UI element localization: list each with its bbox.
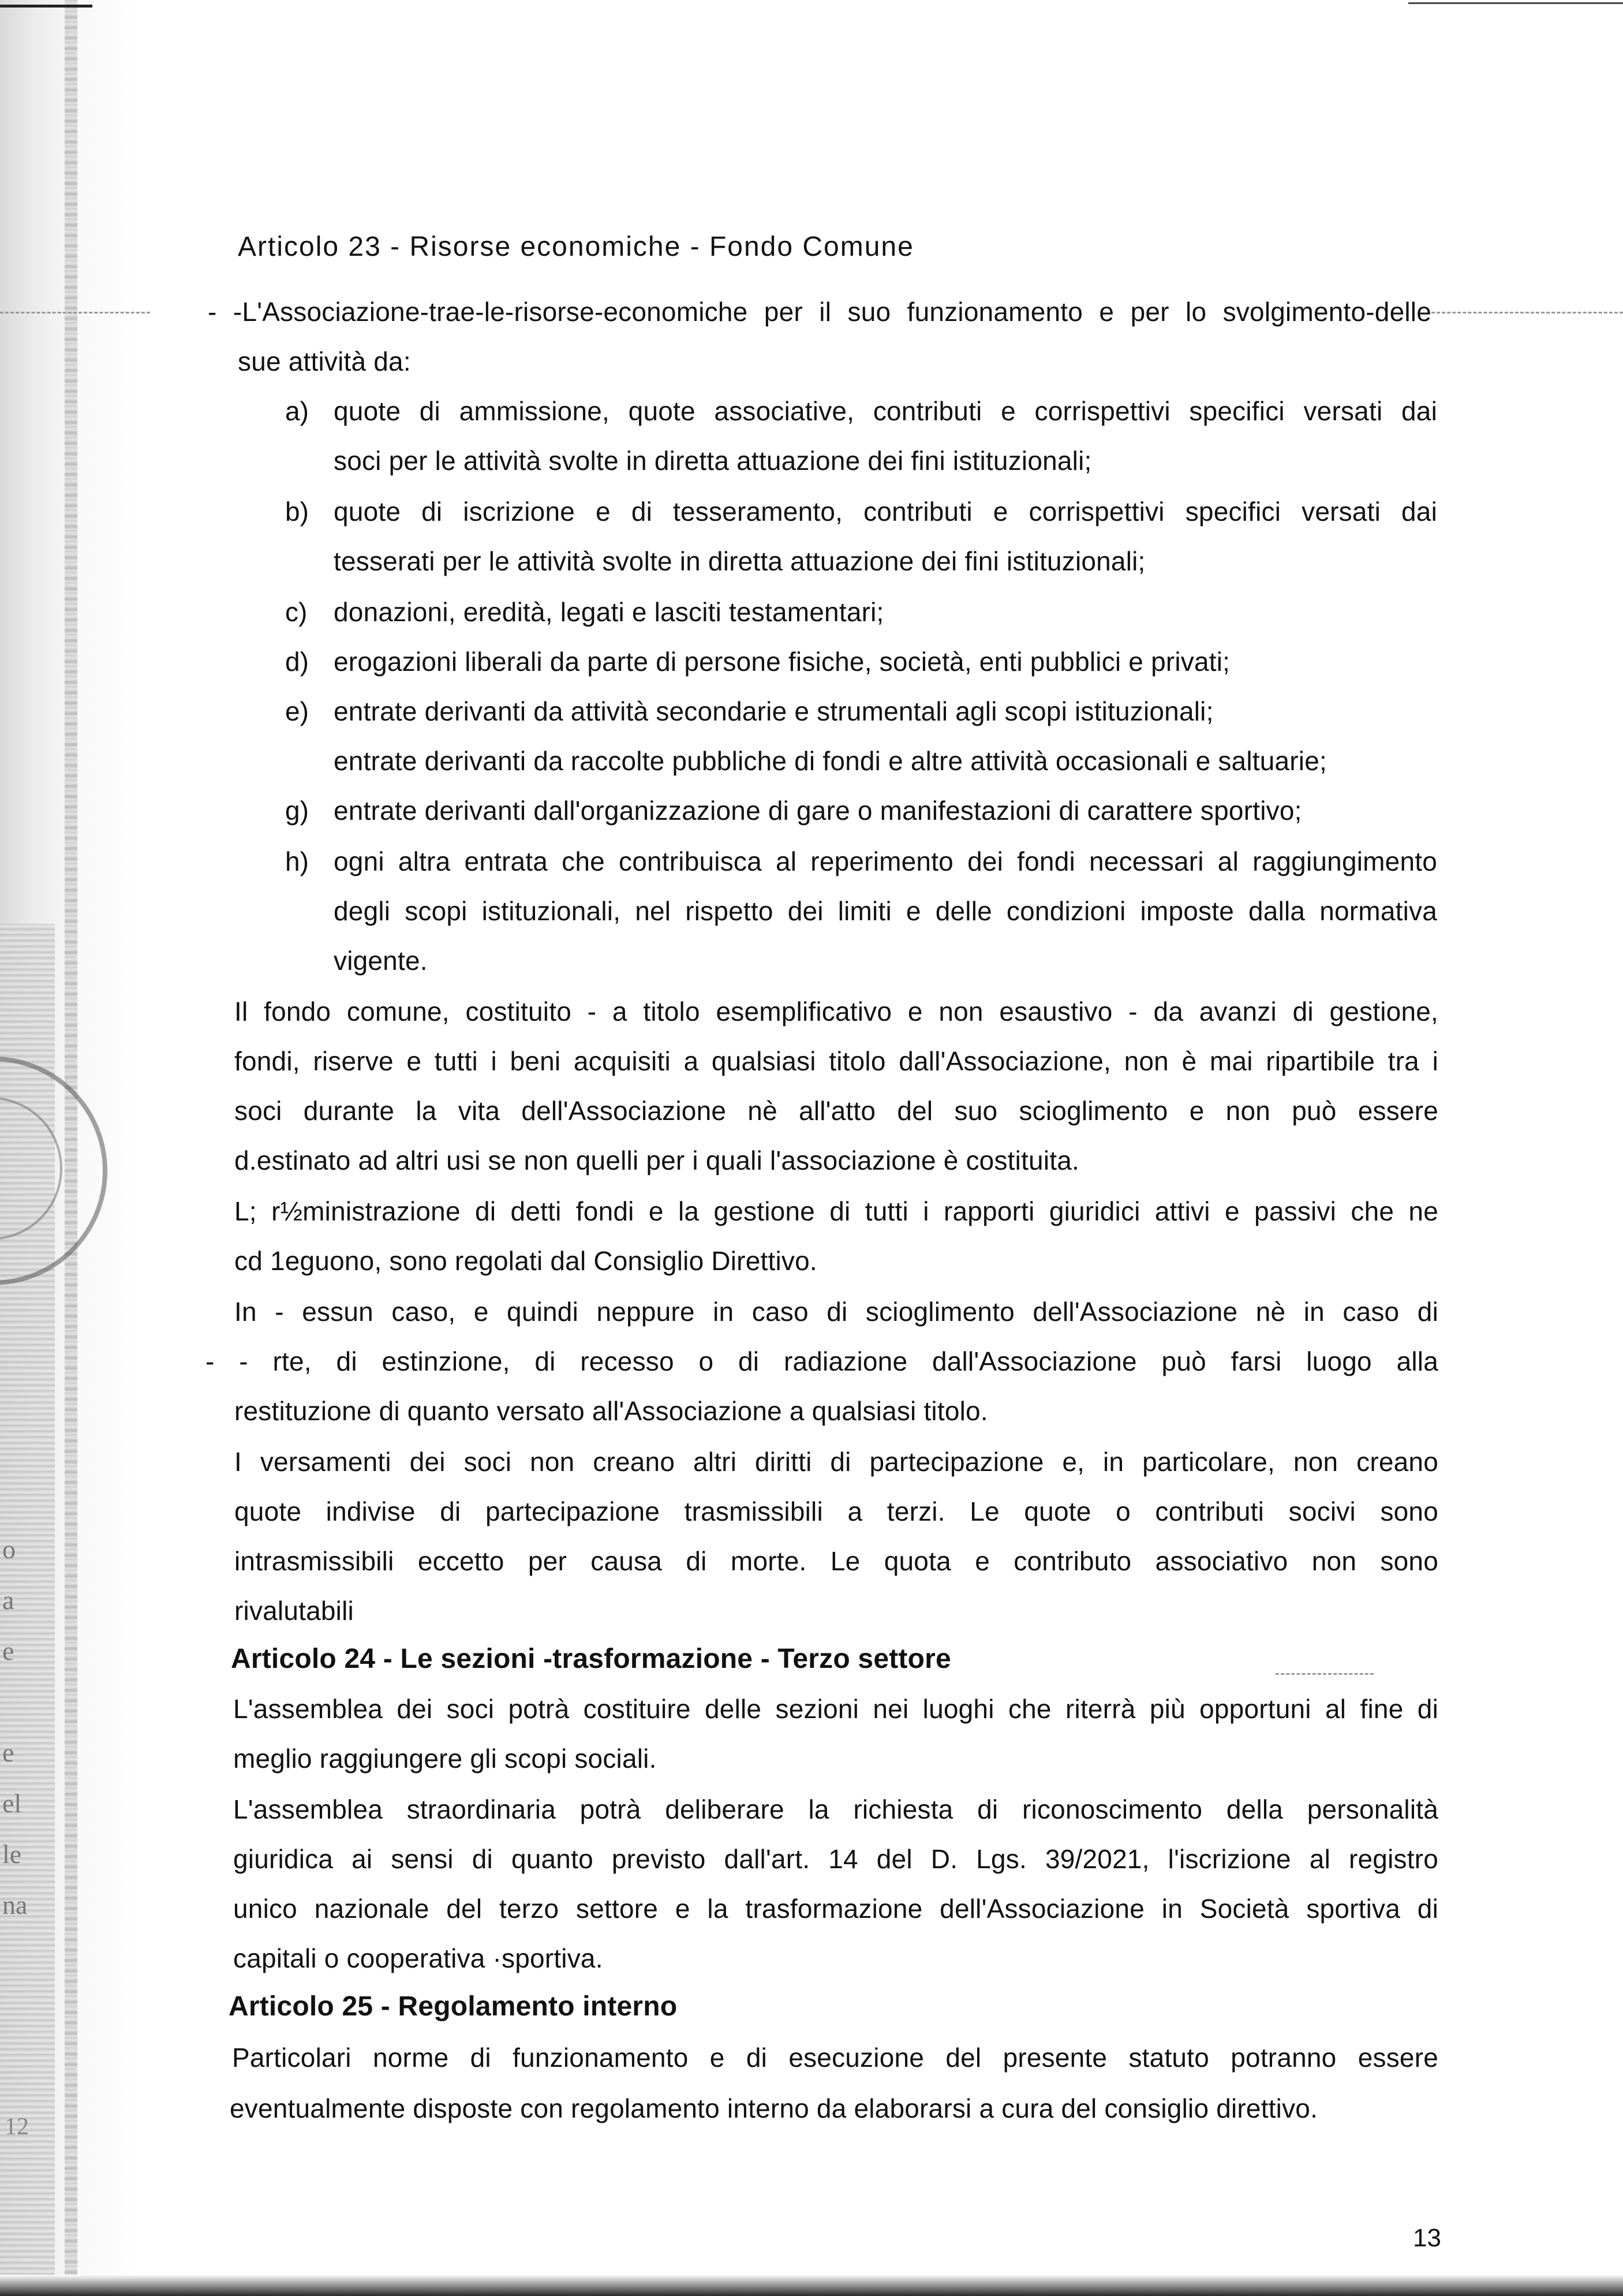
paragraph-line: cd 1eguono, sono regolati dal Consiglio Direttivo. (234, 1246, 817, 1276)
list-item-line: erogazioni liberali da parte di persone fisiche, società, enti pubblici e privati; (334, 647, 1231, 677)
margin-glyph: le (2, 1839, 22, 1869)
list-marker: e) (285, 696, 309, 726)
article-23-intro-line: - -L'Associazione-trae-le-risorse-economiche per il suo funzionamento e per lo svolgimento-delle (208, 297, 1431, 327)
list-item-line: entrate derivanti da raccolte pubbliche di fondi e altre attività occasionali e saltuarie; (334, 746, 1327, 776)
top-right-line (1408, 0, 1623, 4)
paragraph-line: capitali o cooperativa ·sportiva. (233, 1943, 603, 1973)
list-item-line: ogni altra entrata che contribuisca al reperimento dei fondi necessari al raggiungimento (334, 846, 1437, 876)
margin-dash-right (1431, 312, 1623, 313)
paragraph-line: I versamenti dei soci non creano altri diritti di partecipazione e, in particolare, non creano (234, 1447, 1438, 1477)
paragraph-line: L; r½ministrazione di detti fondi e la gestione di tutti i rapporti giuridici attivi e passivi che ne (234, 1196, 1438, 1226)
paragraph-line: rivalutabili (234, 1596, 354, 1626)
list-item-line: entrate derivanti da attività secondarie e strumentali agli scopi istituzionali; (334, 696, 1214, 726)
margin-glyph: o (2, 1535, 16, 1564)
list-marker: d) (285, 647, 309, 677)
list-marker: b) (285, 496, 309, 527)
page-number: 13 (1413, 2224, 1441, 2252)
margin-glyphs (2, 1524, 28, 1931)
list-item-line: quote di iscrizione e di tesseramento, contributi e corrispettivi specifici versati dai (334, 496, 1437, 527)
list-marker: h) (285, 846, 309, 876)
paragraph-line: L'assemblea dei soci potrà costituire delle sezioni nei luoghi che riterrà più opportuni al fine di (233, 1694, 1438, 1724)
list-item-line: soci per le attività svolte in diretta attuazione dei fini istituzionali; (334, 446, 1092, 476)
list-marker: g) (285, 796, 309, 826)
paragraph-line: In - essun caso, e quindi neppure in caso di scioglimento dell'Associazione nè in caso di (234, 1297, 1438, 1327)
paragraph-line: eventualmente disposte con regolamento interno da elaborarsi a cura del consiglio direttivo. (230, 2093, 1318, 2123)
paragraph-line: - - rte, di estinzione, di recesso o di radiazione dall'Associazione può farsi luogo alla (205, 1346, 1438, 1376)
paragraph-line: unico nazionale del terzo settore e la trasformazione dell'Associazione in Società sportiva di (233, 1894, 1438, 1924)
paragraph-line: restituzione di quanto versato all'Associazione a qualsiasi titolo. (234, 1396, 988, 1426)
bottom-scan-edge (0, 2275, 1623, 2296)
paragraph-line: giuridica ai sensi di quanto previsto dall'art. 14 del D. Lgs. 39/2021, l'iscrizione al registro (233, 1844, 1438, 1874)
paragraph-line: Il fondo comune, costituito - a titolo esemplificativo e non esaustivo - da avanzi di gestione, (234, 996, 1438, 1026)
list-item-line: vigente. (334, 946, 428, 976)
list-item-line: tesserati per le attività svolte in diretta attuazione dei fini istituzionali; (334, 546, 1146, 576)
margin-glyph: el (2, 1789, 22, 1818)
article-24-heading: Articolo 24 - Le sezioni -trasformazione - Terzo settore (231, 1644, 951, 1674)
margin-glyph: e (2, 1636, 14, 1666)
list-item-line: quote di ammissione, quote associative, contributi e corrispettivi specifici versati dai (334, 396, 1437, 426)
margin-glyph: e (2, 1738, 14, 1767)
margin-dash-heading (1276, 1673, 1374, 1675)
article-23-intro-line: sue attività da: (238, 346, 411, 376)
list-item-line: donazioni, eredità, legati e lasciti testamentari; (334, 597, 884, 627)
margin-dash-left (0, 312, 150, 313)
list-item-line: entrate derivanti dall'organizzazione di gare o manifestazioni di carattere sportivo; (334, 796, 1302, 826)
paragraph-line: quote indivise di partecipazione trasmissibili a terzi. Le quote o contributi socivi sono (234, 1496, 1438, 1526)
margin-glyph: na (2, 1890, 28, 1920)
paragraph-line: Particolari norme di funzionamento e di esecuzione del presente statuto potranno essere (232, 2043, 1438, 2073)
paragraph-line: fondi, riserve e tutti i beni acquisiti a qualsiasi titolo dall'Associazione, non è mai ripartibile tra i (234, 1046, 1438, 1076)
list-marker: c) (285, 597, 308, 627)
article-23-heading: Articolo 23 - Risorse economiche - Fondo Comune (238, 232, 914, 262)
paragraph-line: L'assemblea straordinaria potrà deliberare la richiesta di riconoscimento della personalità (233, 1794, 1438, 1824)
list-item-line: degli scopi istituzionali, nel rispetto dei limiti e delle condizioni imposte dalla normativa (334, 896, 1437, 926)
margin-page-number: 12 (5, 2114, 29, 2140)
paragraph-line: soci durante la vita dell'Associazione nè all'atto del suo scioglimento e non può essere (234, 1096, 1438, 1126)
paragraph-line: intrasmissibili eccetto per causa di morte. Le quota e contributo associativo non sono (234, 1546, 1438, 1576)
paragraph-line: d.estinato ad altri usi se non quelli per i quali l'associazione è costituita. (234, 1145, 1079, 1175)
margin-glyph: a (2, 1585, 14, 1615)
paragraph-line: meglio raggiungere gli scopi sociali. (233, 1744, 657, 1774)
top-scan-line (0, 0, 92, 8)
list-marker: a) (285, 396, 309, 426)
article-25-heading: Articolo 25 - Regolamento interno (229, 1991, 678, 2022)
